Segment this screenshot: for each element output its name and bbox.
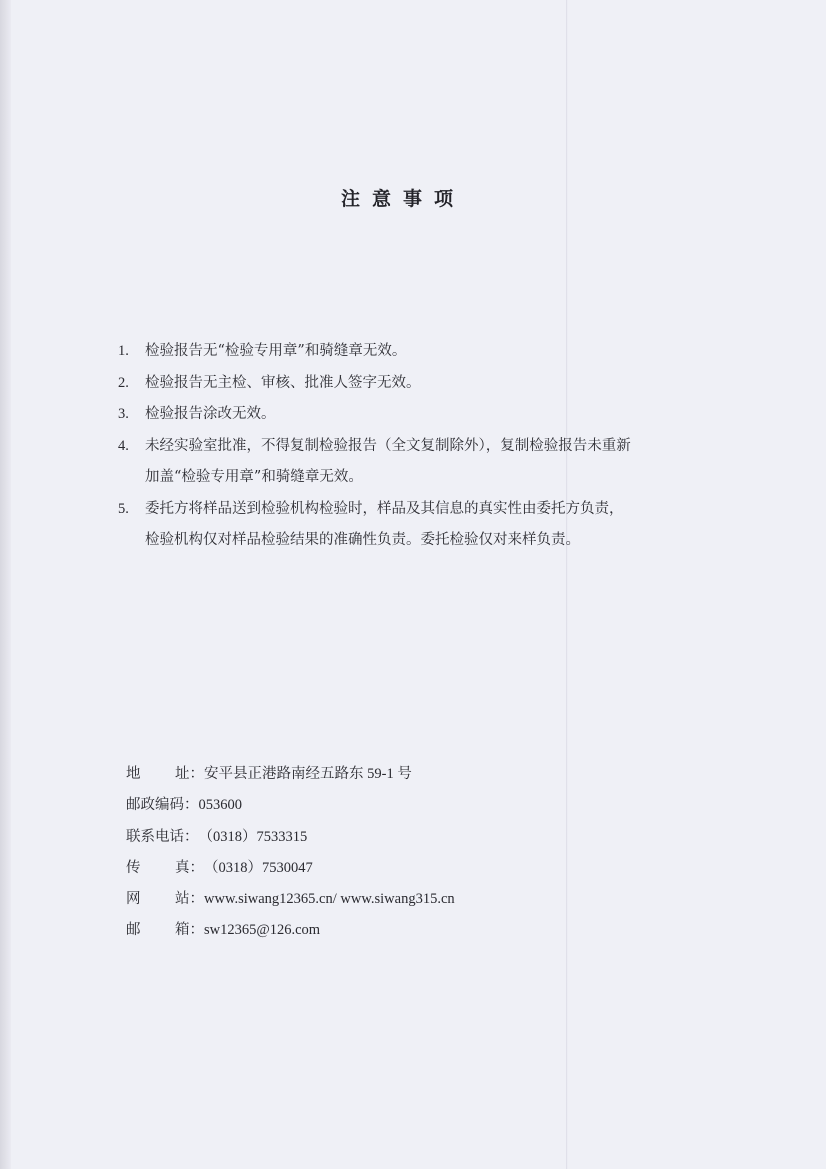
note-item-2 — [118, 368, 738, 400]
note-number: 1. — [118, 343, 129, 359]
note-text: 检验报告无“检验专用章”和骑缝章无效。 — [145, 343, 407, 359]
note-text-continued: 检验机构仅对样品检验结果的准确性负责。委托检验仅对来样负责。 — [145, 532, 580, 548]
note-text: 委托方将样品送到检验机构检验时，样品及其信息的真实性由委托方负责， — [145, 500, 624, 517]
note-item-1 — [118, 336, 738, 368]
address-row — [126, 759, 726, 790]
fax-label: 传 真： — [126, 859, 204, 876]
page-edge-shadow — [0, 0, 11, 1169]
address-label: 地 址： — [126, 766, 204, 782]
phone-value: （0318）7533315 — [198, 828, 308, 845]
contact-info — [126, 759, 726, 947]
email-value: sw12365@126.com — [204, 922, 321, 939]
phone-label: 联系电话： — [126, 828, 199, 845]
page-title: 注意事项 — [340, 188, 465, 210]
note-text: 检验报告涂改无效。 — [145, 406, 276, 422]
address-value: 安平县正港路南经五路东 59-1 号 — [204, 766, 412, 782]
email-row — [126, 915, 726, 946]
note-number: 2. — [118, 374, 129, 391]
note-item-3 — [118, 399, 738, 431]
note-number: 4. — [118, 437, 129, 454]
website-row — [126, 884, 726, 915]
website-value: www.siwang12365.cn/ www.siwang315.cn — [204, 891, 455, 908]
fax-row — [126, 853, 726, 884]
note-number: 3. — [118, 406, 129, 422]
email-label: 邮 箱： — [126, 922, 204, 939]
note-text: 检验报告无主检、审核、批准人签字无效。 — [145, 374, 421, 391]
note-item-4 — [118, 431, 738, 494]
postcode-row — [126, 790, 726, 821]
postcode-value: 053600 — [198, 797, 242, 814]
note-number: 5. — [118, 500, 129, 517]
notes-list — [118, 336, 738, 557]
website-label: 网 站： — [126, 891, 204, 908]
phone-row — [126, 822, 726, 853]
fax-value: （0318）7530047 — [204, 859, 313, 876]
note-item-5 — [118, 494, 738, 557]
postcode-label: 邮政编码： — [126, 797, 199, 814]
page-fold-line — [566, 0, 568, 1169]
note-text: 未经实验室批准，不得复制检验报告（全文复制除外），复制检验报告未重新 — [145, 437, 631, 454]
note-text-continued: 加盖“检验专用章”和骑缝章无效。 — [145, 469, 363, 485]
